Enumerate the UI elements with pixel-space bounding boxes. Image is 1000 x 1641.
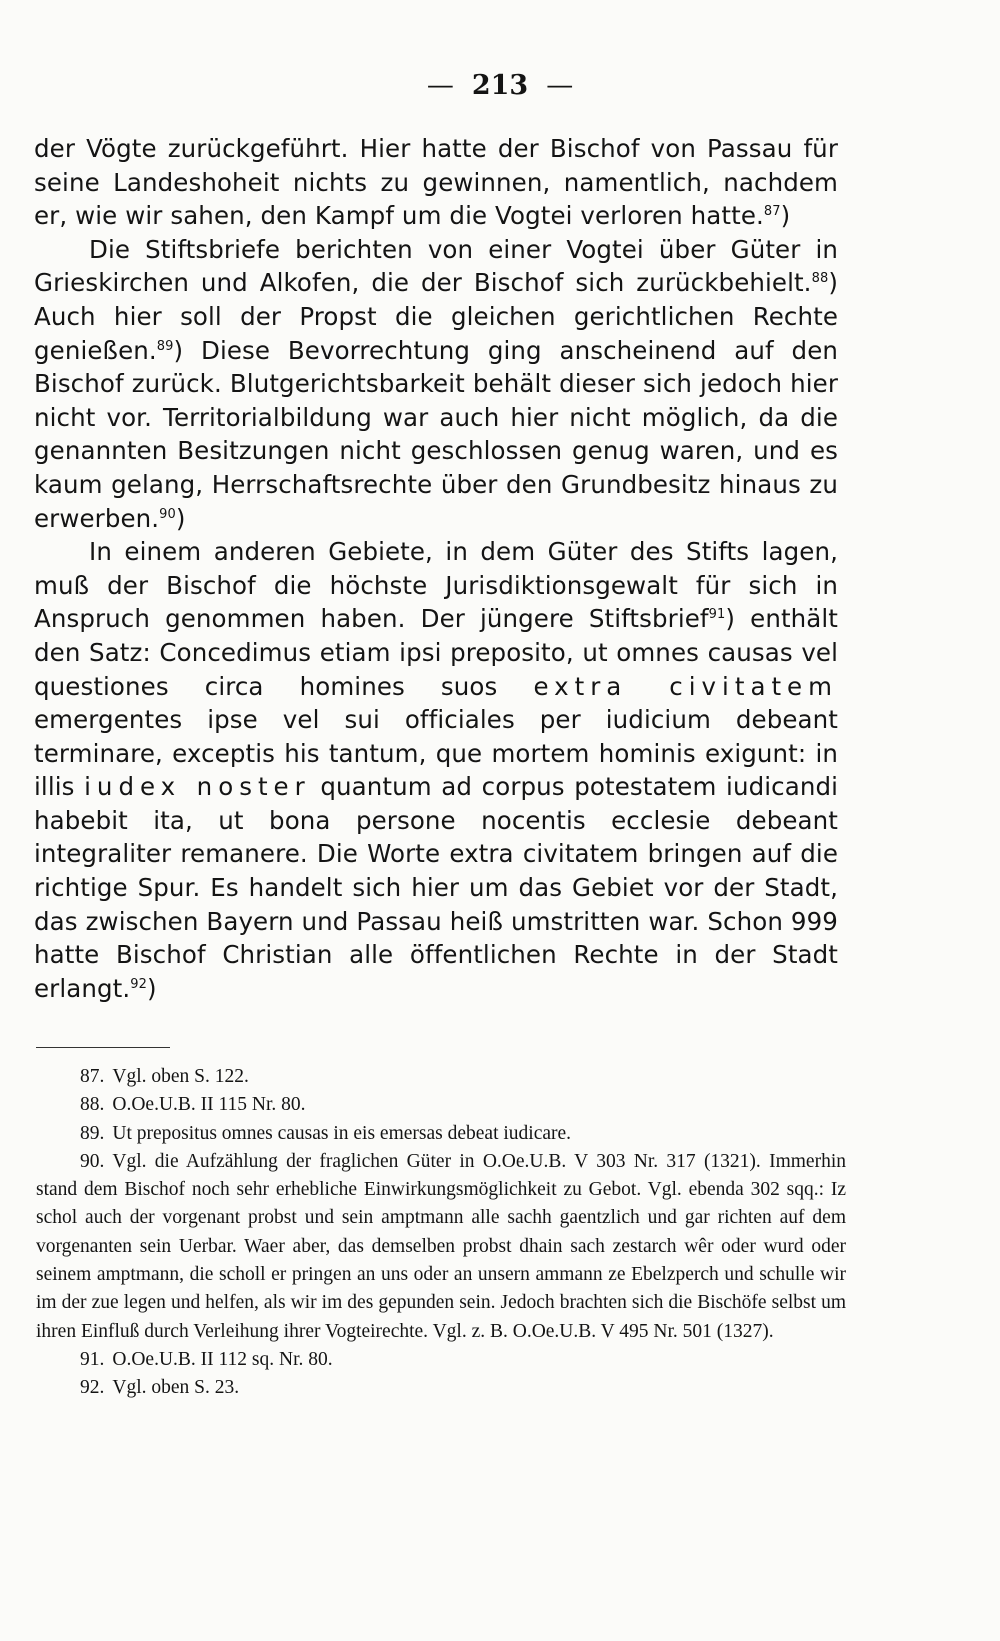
- footnote-88: [36, 1091, 846, 1119]
- header-dash-left: —: [426, 70, 454, 101]
- footnote-91: [36, 1346, 846, 1374]
- paragraph-2-text-c: Diese Bevorrechtung ging anscheinend auf den Bischof zurück. Blutgerichtsbarkeit behält dieser sich jedoch hier nicht vor. Territorialbildung war auch hier nicht möglich, da die genannten Besitzungen nicht geschlossen genug waren, und es kaum gelang, Herrschaftsrechte über den Grundbesitz hinaus zu erwerben.: [34, 335, 838, 533]
- footnote-92: [36, 1374, 846, 1402]
- footnote-ref-92[interactable]: 92: [130, 976, 147, 992]
- footnote-text: Vgl. oben S. 23.: [112, 1377, 240, 1399]
- paragraph-3-text-c: emergentes ipse vel sui officiales per iudicium debeant terminare, exceptis his tantum, que mortem hominis exigunt: in illis: [34, 705, 838, 802]
- footnote-number: 92.: [80, 1377, 105, 1399]
- paragraph-3-text-a: In einem anderen Gebiete, in dem Güter des Stifts lagen, muß der Bischof die höchste Jurisdiktionsgewalt für sich in Anspruch genommen haben. Der jüngere Stiftsbrief: [34, 537, 838, 634]
- footnote-number: 88.: [80, 1094, 105, 1116]
- paragraph-2: Die Stiftsbriefe berichten von einer Vogtei über Güter in Grieskirchen und Alkofen, die der Bischof sich zurückbehielt.$^{88}$) Auch hier soll der Propst die gleichen gerichtlichen Rechte genießen.$^{89}$) Diese Bevorrechtung ging anscheinend auf den Bischof zurück. Blutgerichtsbarkeit behält dieser sich jedoch hier nicht vor. Territorialbildung war auch hier nicht möglich, da die genannten Besitzungen nicht geschlossen genug waren, und es kaum gelang, Herrschaftsrechte über den Grundbesitz hinaus zu erwerben.$^{90}$): [34, 234, 838, 533]
- footnote-ref-89[interactable]: 89: [156, 338, 174, 354]
- footnote-text: Ut prepositus omnes causas in eis emersas debeat iudicare.: [112, 1122, 572, 1144]
- footnote-ref-91[interactable]: 91: [708, 607, 726, 623]
- footnote-number: 89.: [80, 1122, 105, 1144]
- footnote-text: Vgl. die Aufzählung der fraglichen Güter in O.Oe.U.B. V 303 Nr. 317 (1321). Immerhin stand dem Bischof noch sehr erhebliche Einwirkungsmöglichkeit zu Gebot. Vgl. ebenda 302 sqq.: Iz schol auch der vorgenant probst und sein amptmann alle sachh gaentzlich und gar richten auf dem vorgenanten sein Uerbar. Waer aber, das demselben probst dhain sach zestarch wêr oder wurd oder seinem amptmann, die scholl er pringen an uns oder an unsern ammann ze Ebelzperch und schulle wir im der zue legen und helfen, als wir im des gepunden sein. Jedoch brachten sich die Bischöfe selbst um ihren Einfluß durch Verleihung ihrer Vogteirechte. Vgl. z. B. O.Oe.U.B. V 495 Nr. 501 (1327).: [36, 1150, 846, 1342]
- paragraph-2-text-b: Auch hier soll der Propst die gleichen gerichtlichen Rechte genießen.: [34, 301, 838, 365]
- paragraph-2-text-a: Die Stiftsbriefe berichten von einer Vogtei über Güter in Grieskirchen und Alkofen, die der Bischof sich zurückbehielt.: [34, 234, 838, 298]
- footnotes: [36, 1063, 846, 1403]
- paragraph-3: In einem anderen Gebiete, in dem Güter des Stifts lagen, muß der Bischof die höchste Jurisdiktionsgewalt für sich in Anspruch genommen haben. Der jüngere Stiftsbrief$^{91}$) enthält den Satz: Concedimus etiam ipsi preposito, ut omnes causas vel questiones circa homines suos extra civitatem emergentes ipse vel sui officiales per iudicium debeant terminare, exceptis his tantum, que mortem hominis exigunt: in illis iudex noster quantum ad corpus potestatem iudicandi habebit ita, ut bona persone nocentis ecclesie debeant integraliter remanere. Die Worte extra civitatem bringen auf die richtige Spur. Es handelt sich hier um das Gebiet vor der Stadt, das zwischen Bayern und Passau heiß umstritten war. Schon 999 hatte Bischof Christian alle öffentlichen Rechte in der Stadt erlangt.$^{92}$): [34, 537, 839, 1003]
- header-dash-right: —: [546, 70, 574, 101]
- footnote-separator: [36, 1047, 170, 1048]
- footnote-text: Vgl. oben S. 122.: [112, 1066, 249, 1087]
- footnote-text: O.Oe.U.B. II 112 sq. Nr. 80.: [112, 1348, 333, 1370]
- footnote-ref-88[interactable]: 88: [811, 271, 829, 287]
- page-header: [0, 70, 1000, 101]
- footnote-number: 87.: [80, 1066, 105, 1087]
- footnote-90: [36, 1148, 846, 1346]
- footnote-number: 91.: [80, 1348, 105, 1370]
- page-number: 213: [471, 70, 529, 101]
- footnote-ref-87[interactable]: 87: [763, 204, 781, 220]
- footnote-ref-90[interactable]: 90: [159, 506, 176, 522]
- paragraph-3-text-b: enthält den Satz: Concedimus etiam ipsi preposito, ut omnes causas vel questiones circa homines suos: [34, 604, 839, 701]
- spaced-emphasis-iudex-noster: iudex noster: [84, 772, 311, 802]
- spaced-emphasis-extra-civitatem: extra civitatem: [533, 671, 838, 701]
- footnote-89: [36, 1120, 846, 1148]
- paragraph-1-text: der Vögte zurückgeführt. Hier hatte der Bischof von Passau für seine Landeshoheit nichts zu gewinnen, namentlich, nachdem er, wie wir sahen, den Kampf um die Vogtei verloren hatte.: [34, 134, 838, 231]
- main-text: [34, 132, 838, 1005]
- footnote-number: 90.: [80, 1150, 105, 1172]
- paragraph-1: der Vögte zurückgeführt. Hier hatte der Bischof von Passau für seine Landeshoheit nichts zu gewinnen, namentlich, nachdem er, wie wir sahen, den Kampf um die Vogtei verloren hatte.$^{87}$): [34, 134, 838, 231]
- footnote-87: [36, 1063, 846, 1091]
- footnote-text: O.Oe.U.B. II 115 Nr. 80.: [112, 1094, 306, 1116]
- paragraph-3-text-d: quantum ad corpus potestatem iudicandi habebit ita, ut bona persone nocentis ecclesie debeant integraliter remanere. Die Worte extra civitatem bringen auf die richtige Spur. Es handelt sich hier um das Gebiet vor der Stadt, das zwischen Bayern und Passau heiß umstritten war. Schon 999 hatte Bischof Christian alle öffentlichen Rechte in der Stadt erlangt.: [34, 772, 838, 1003]
